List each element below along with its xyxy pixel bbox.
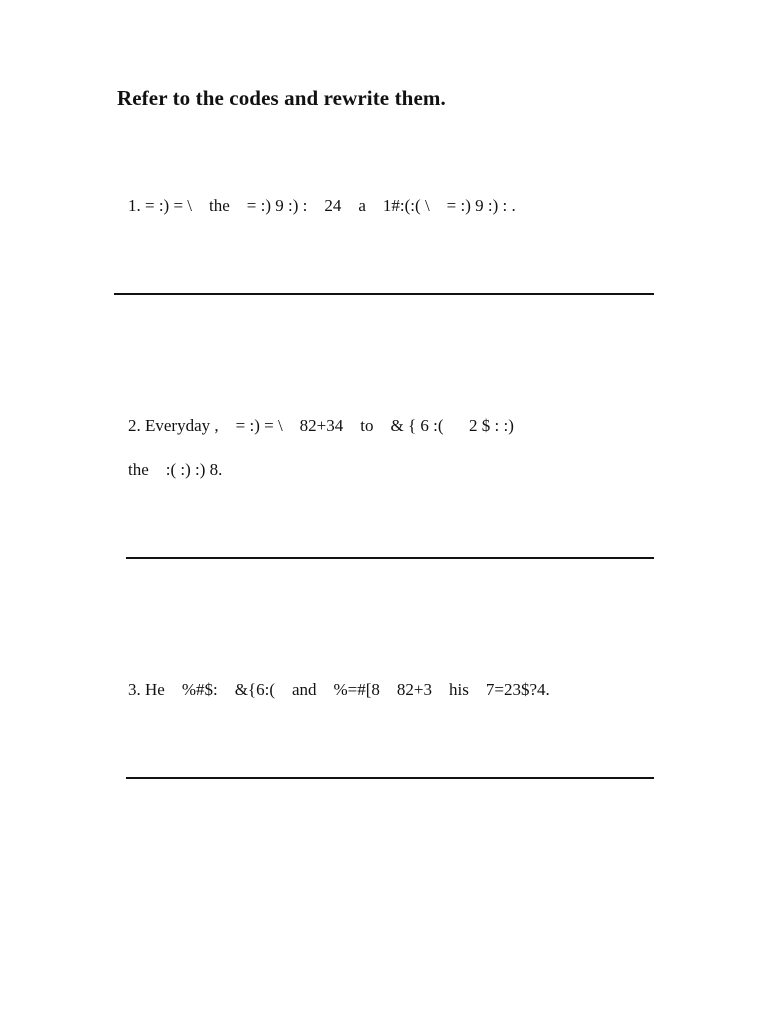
question-2-answer-line	[126, 557, 654, 559]
question-3-answer-line	[126, 777, 654, 779]
question-1-text: 1. = :) = \ the = :) 9 :) : 24 a 1#:(:( \ = :) 9 :) : .	[128, 196, 516, 215]
question-1-answer-line	[114, 293, 654, 295]
worksheet-title: Refer to the codes and rewrite them.	[117, 86, 446, 110]
question-2-text-line-1: 2. Everyday , = :) = \ 82+34 to & { 6 :( 2 $ : :)	[128, 416, 514, 435]
question-3-text: 3. He %#$: &{6:( and %=#[8 82+3 his 7=23$?4.	[128, 680, 550, 699]
question-2-text-line-2: the :( :) :) 8.	[128, 460, 223, 479]
